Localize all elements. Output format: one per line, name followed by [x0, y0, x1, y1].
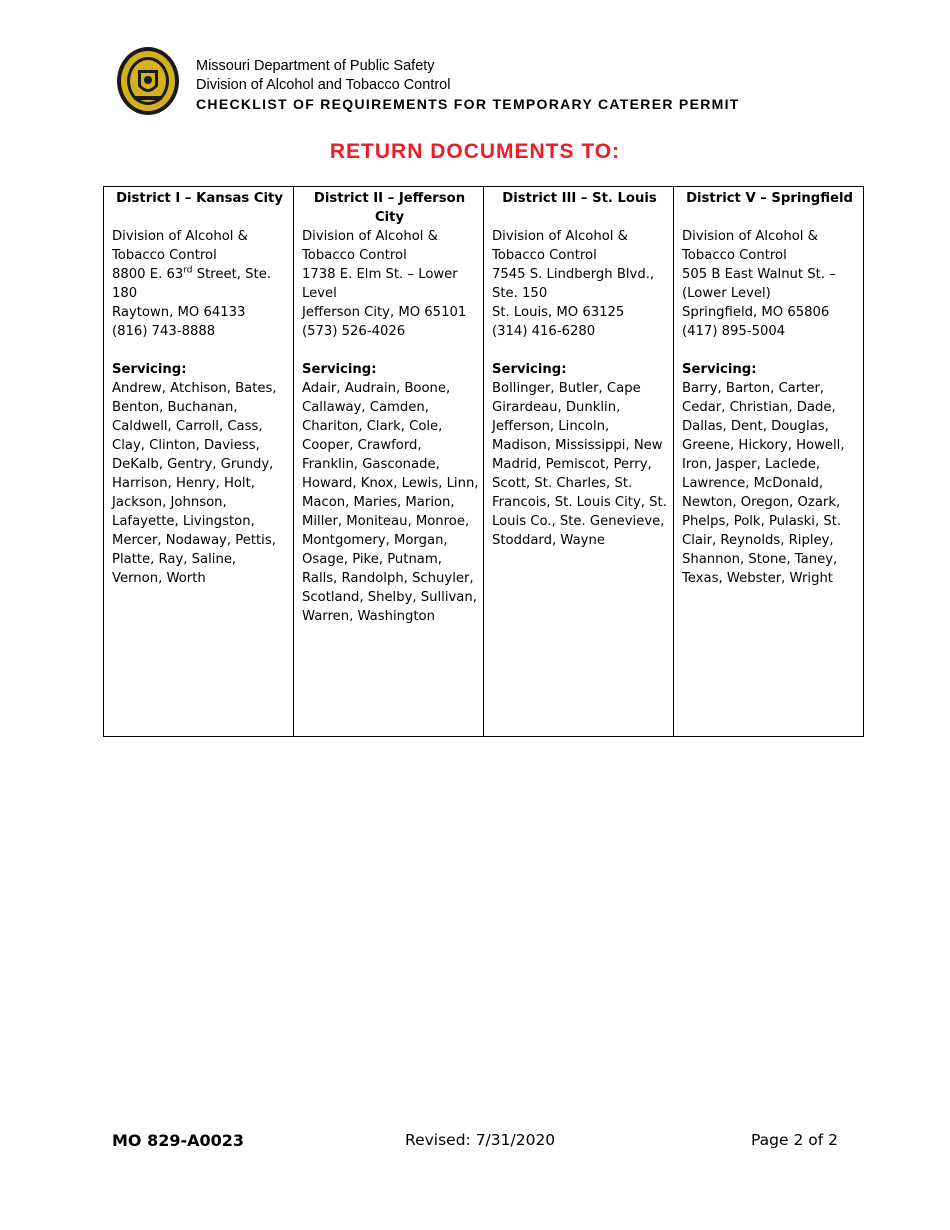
text-line: St. Louis, MO 63125: [492, 305, 625, 320]
text-line: 505 B East Walnut St. –: [682, 267, 836, 282]
servicing-counties: [682, 379, 857, 588]
text-line: Girardeau, Dunklin,: [492, 400, 621, 415]
servicing-counties: [302, 379, 477, 626]
district-phone: (816) 743-8888: [112, 324, 216, 339]
text-line: Miller, Moniteau, Monroe,: [302, 514, 470, 529]
text-line: Barry, Barton, Carter,: [682, 381, 825, 396]
district-address: [492, 227, 667, 322]
page-number: Page 2 of 2: [751, 1131, 838, 1149]
text-line: Tobacco Control: [492, 248, 597, 263]
department-name: Missouri Department of Public Safety: [196, 58, 435, 74]
division-name: Division of Alcohol and Tobacco Control: [196, 77, 451, 93]
text-line: Bollinger, Butler, Cape: [492, 381, 641, 396]
text-line: Howard, Knox, Lewis, Linn,: [302, 476, 479, 491]
text-line: Platte, Ray, Saline,: [112, 552, 237, 567]
text-line: Madrid, Pemiscot, Perry,: [492, 457, 652, 472]
text-line: (Lower Level): [682, 286, 771, 301]
district-name: District I – Kansas City: [116, 191, 283, 206]
revised-date: Revised: 7/31/2020: [405, 1131, 556, 1149]
district-offices-table: [103, 186, 864, 737]
department-seal-logo: [116, 46, 180, 116]
text-line: Harrison, Henry, Holt,: [112, 476, 255, 491]
text-line: Louis Co., Ste. Genevieve,: [492, 514, 665, 529]
checklist-title: CHECKLIST OF REQUIREMENTS FOR TEMPORARY CATERER PERMIT: [196, 96, 740, 112]
text-line: Andrew, Atchison, Bates,: [112, 381, 277, 396]
text-line: Lafayette, Livingston,: [112, 514, 255, 529]
text-line: DeKalb, Gentry, Grundy,: [112, 457, 274, 472]
text-line: Vernon, Worth: [112, 571, 206, 586]
district-phone: (573) 526-4026: [302, 324, 406, 339]
text-line: Francois, St. Louis City, St.: [492, 495, 667, 510]
text-line: Division of Alcohol &: [492, 229, 628, 244]
text-line: 7545 S. Lindbergh Blvd.,: [492, 267, 655, 282]
text-line: Division of Alcohol &: [682, 229, 818, 244]
text-line: Cooper, Crawford,: [302, 438, 422, 453]
district-address: Division of Alcohol & Tobacco Control 8800 E. 63rd Street, Ste. 180 Raytown, MO 64133: [112, 229, 272, 320]
district-cell: [104, 187, 294, 737]
text-line: Division of Alcohol &: [302, 229, 438, 244]
text-line: Tobacco Control: [302, 248, 407, 263]
text-line: Clay, Clinton, Daviess,: [112, 438, 260, 453]
text-line: Texas, Webster, Wright: [682, 571, 833, 586]
text-line: Callaway, Camden,: [302, 400, 429, 415]
district-cell: [294, 187, 484, 737]
text-line: Scott, St. Charles, St.: [492, 476, 633, 491]
district-name: District II – Jefferson City: [313, 191, 466, 225]
text-line: Greene, Hickory, Howell,: [682, 438, 845, 453]
text-line: Jefferson City, MO 65101: [302, 305, 467, 320]
text-line: 1738 E. Elm St. – Lower: [302, 267, 458, 282]
text-line: Clair, Reynolds, Ripley,: [682, 533, 834, 548]
district-phone: (314) 416-6280: [492, 324, 596, 339]
text-line: Lawrence, McDonald,: [682, 476, 824, 491]
text-line: Ralls, Randolph, Schuyler,: [302, 571, 474, 586]
district-address: [302, 227, 477, 322]
district-name: District V – Springfield: [686, 191, 853, 206]
text-line: Chariton, Clark, Cole,: [302, 419, 443, 434]
text-line: Phelps, Polk, Pulaski, St.: [682, 514, 842, 529]
district-address: [682, 227, 857, 322]
text-line: Adair, Audrain, Boone,: [302, 381, 451, 396]
district-name: District III – St. Louis: [502, 191, 657, 206]
text-line: Montgomery, Morgan,: [302, 533, 448, 548]
text-line: Iron, Jasper, Laclede,: [682, 457, 821, 472]
district-phone: (417) 895-5004: [682, 324, 786, 339]
text-line: Stoddard, Wayne: [492, 533, 605, 548]
text-line: Mercer, Nodaway, Pettis,: [112, 533, 276, 548]
district-cell: [674, 187, 864, 737]
return-documents-heading: RETURN DOCUMENTS TO:: [329, 140, 621, 163]
text-line: Newton, Oregon, Ozark,: [682, 495, 841, 510]
text-line: Scotland, Shelby, Sullivan,: [302, 590, 477, 605]
text-line: Jackson, Johnson,: [112, 495, 227, 510]
text-line: Franklin, Gasconade,: [302, 457, 440, 472]
servicing-label: Servicing:: [682, 362, 757, 377]
text-line: Springfield, MO 65806: [682, 305, 830, 320]
text-line: Benton, Buchanan,: [112, 400, 238, 415]
text-line: Osage, Pike, Putnam,: [302, 552, 442, 567]
servicing-counties: [112, 379, 287, 588]
servicing-label: Servicing:: [492, 362, 567, 377]
text-line: Level: [302, 286, 337, 301]
text-line: Warren, Washington: [302, 609, 435, 624]
text-line: Madison, Mississippi, New: [492, 438, 663, 453]
servicing-label: Servicing:: [112, 362, 187, 377]
text-line: Caldwell, Carroll, Cass,: [112, 419, 263, 434]
servicing-label: Servicing:: [302, 362, 377, 377]
district-cell: [484, 187, 674, 737]
text-line: Shannon, Stone, Taney,: [682, 552, 838, 567]
text-line: Ste. 150: [492, 286, 548, 301]
form-number: MO 829-A0023: [112, 1131, 245, 1150]
servicing-counties: [492, 379, 667, 550]
text-line: Tobacco Control: [682, 248, 787, 263]
text-line: Cedar, Christian, Dade,: [682, 400, 836, 415]
text-line: Dallas, Dent, Douglas,: [682, 419, 829, 434]
text-line: Jefferson, Lincoln,: [492, 419, 610, 434]
text-line: Macon, Maries, Marion,: [302, 495, 455, 510]
